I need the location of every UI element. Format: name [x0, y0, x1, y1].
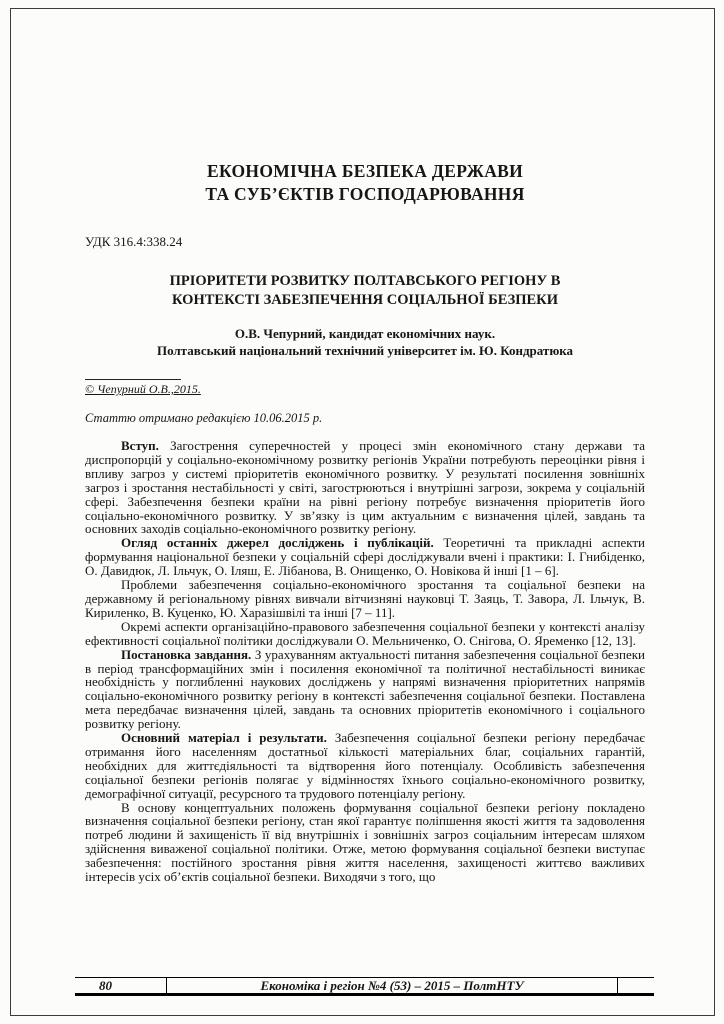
received-note: Статтю отримано редакцією 10.06.2015 р. [85, 411, 323, 425]
paragraph-lead: Постановка завдання. [121, 646, 252, 662]
paragraph-lead: Основний матеріал і результати. [121, 730, 327, 746]
paragraph-text: Загострення суперечностей у процесі змін економічного стану держави та диспропорцій у соціально-економічному розвитку регіонів України потребують переоцінки рівня і впливу загроз у системі пріоритетів економічного розвитку. У результаті посилення зовнішніх загроз і зростання нестабільності у світі, загострюються і внутрішні загрози, зокрема у соціальній сфері. Забезпечення безпеки країни на рівні регіону потребує визначення пріоритетів його соціально-економічного розвитку. У зв’язку із цим актуальним є визначення цілей, завдань та основних заходів соціально-економічного розвитку регіону. [85, 438, 645, 537]
paragraph [85, 648, 645, 731]
paragraph [85, 439, 645, 536]
page-footer [75, 977, 654, 996]
section-title-line2: ТА СУБ’ЄКТІВ ГОСПОДАРЮВАННЯ [205, 184, 525, 204]
affiliation-line: Полтавський національний технічний університет ім. Ю. Кондратюка [156, 343, 574, 358]
article-title-line2: КОНТЕКСТІ ЗАБЕЗПЕЧЕННЯ СОЦІАЛЬНОЇ БЕЗПЕКИ [172, 292, 558, 308]
paragraph [85, 536, 645, 578]
article-title-line1: ПРІОРИТЕТИ РОЗВИТКУ ПОЛТАВСЬКОГО РЕГІОНУ В [169, 273, 561, 289]
article-title [85, 272, 645, 310]
paragraph-text: З урахуванням актуальності питання забезпечення соціальної безпеки в період трансформаційних змін і посилення економічної та політичної нестабільності виникає необхідність у поглибленні наукових досліджень у напрямі визначення пріоритетних напрямів соціально-економічного розвитку регіону в контексті забезпечення соціальної безпеки. Поставлена мета передбачає визначення цілей, завдань та основних пріоритетів економічного і соціального розвитку регіону. [85, 646, 645, 732]
paragraph-lead: Огляд останніх джерел досліджень і публікацій. [121, 535, 434, 551]
paragraph-text: Теоретичні та прикладні аспекти формування національної безпеки у соціальній сфері досліджували вчені і практики: І. Гнибіденко, О. Давидюк, Л. Ільчук, О. Іляш, Е. Лібанова, В. Онищенко, О. Новікова й інші [1 – 6]. [85, 535, 645, 579]
section-title [85, 160, 645, 206]
paragraph-text: В основу концептуальних положень формування соціальної безпеки регіону покладено визначення соціальної безпеки регіону, стан якої гарантує поліпшення якості життя та задоволення потреб людини й захищеність її від внутрішніх і зовнішніх загроз соціальним інтересам шляхом здійснення виваженої соціальної політики. Отже, метою формування соціальної безпеки виступає забезпечення: постійного зростання рівня життя населення, захищеності життєво важливих інтересів усіх об’єктів соціальної безпеки. Виходячи з того, що [85, 799, 645, 885]
paragraph [85, 801, 645, 884]
footnote-rule [85, 379, 181, 380]
paragraph-text: Окремі аспекти організаційно-правового забезпечення соціальної безпеки у контексті аналізу ефективності соціальної політики досліджували О. Мельниченко, О. Снігова, О. Яременко [12, 13]. [85, 618, 645, 648]
paragraph-text: Проблеми забезпечення соціально-економічного зростання та соціальної безпеки на державному й регіональному рівнях вивчали вітчизняні науковці Т. Заяць, Т. Завора, Л. Ільчук, В. Кириленко, В. Куценко, Ю. Харазішвілі та інші [7 – 11]. [85, 577, 645, 620]
section-title-line1: ЕКОНОМІЧНА БЕЗПЕКА ДЕРЖАВИ [206, 161, 524, 181]
page-number: 80 [75, 978, 167, 993]
paragraph [85, 731, 645, 801]
byline [85, 325, 645, 359]
paragraph-text: Забезпечення соціальної безпеки регіону передбачає отримання його населенням достатньої кількості матеріальних благ, соціальних гарантій, необхідних для життєдіяльності та відтворення його потенціалу. Особливість забезпечення соціальної безпеки регіонів полягає у відмінностях їхнього соціально-економічного розвитку, демографічної ситуації, ресурсного та трудового потенціалу регіону. [85, 730, 645, 801]
author-line: О.В. Чепурний, кандидат економічних наук. [234, 326, 496, 341]
journal-title: Економіка і регіон №4 (53) – 2015 – ПолтНТУ [167, 978, 618, 993]
footer-spacer [618, 978, 654, 993]
article-body [85, 439, 645, 884]
copyright-footnote [85, 379, 645, 397]
paragraph-lead: Вступ. [121, 438, 159, 453]
paragraph [85, 620, 645, 648]
copyright-text: © Чепурний О.В.,2015. [85, 382, 201, 396]
paragraph [85, 578, 645, 620]
page-content [85, 160, 645, 884]
udc-code: УДК 316.4:338.24 [85, 234, 183, 249]
